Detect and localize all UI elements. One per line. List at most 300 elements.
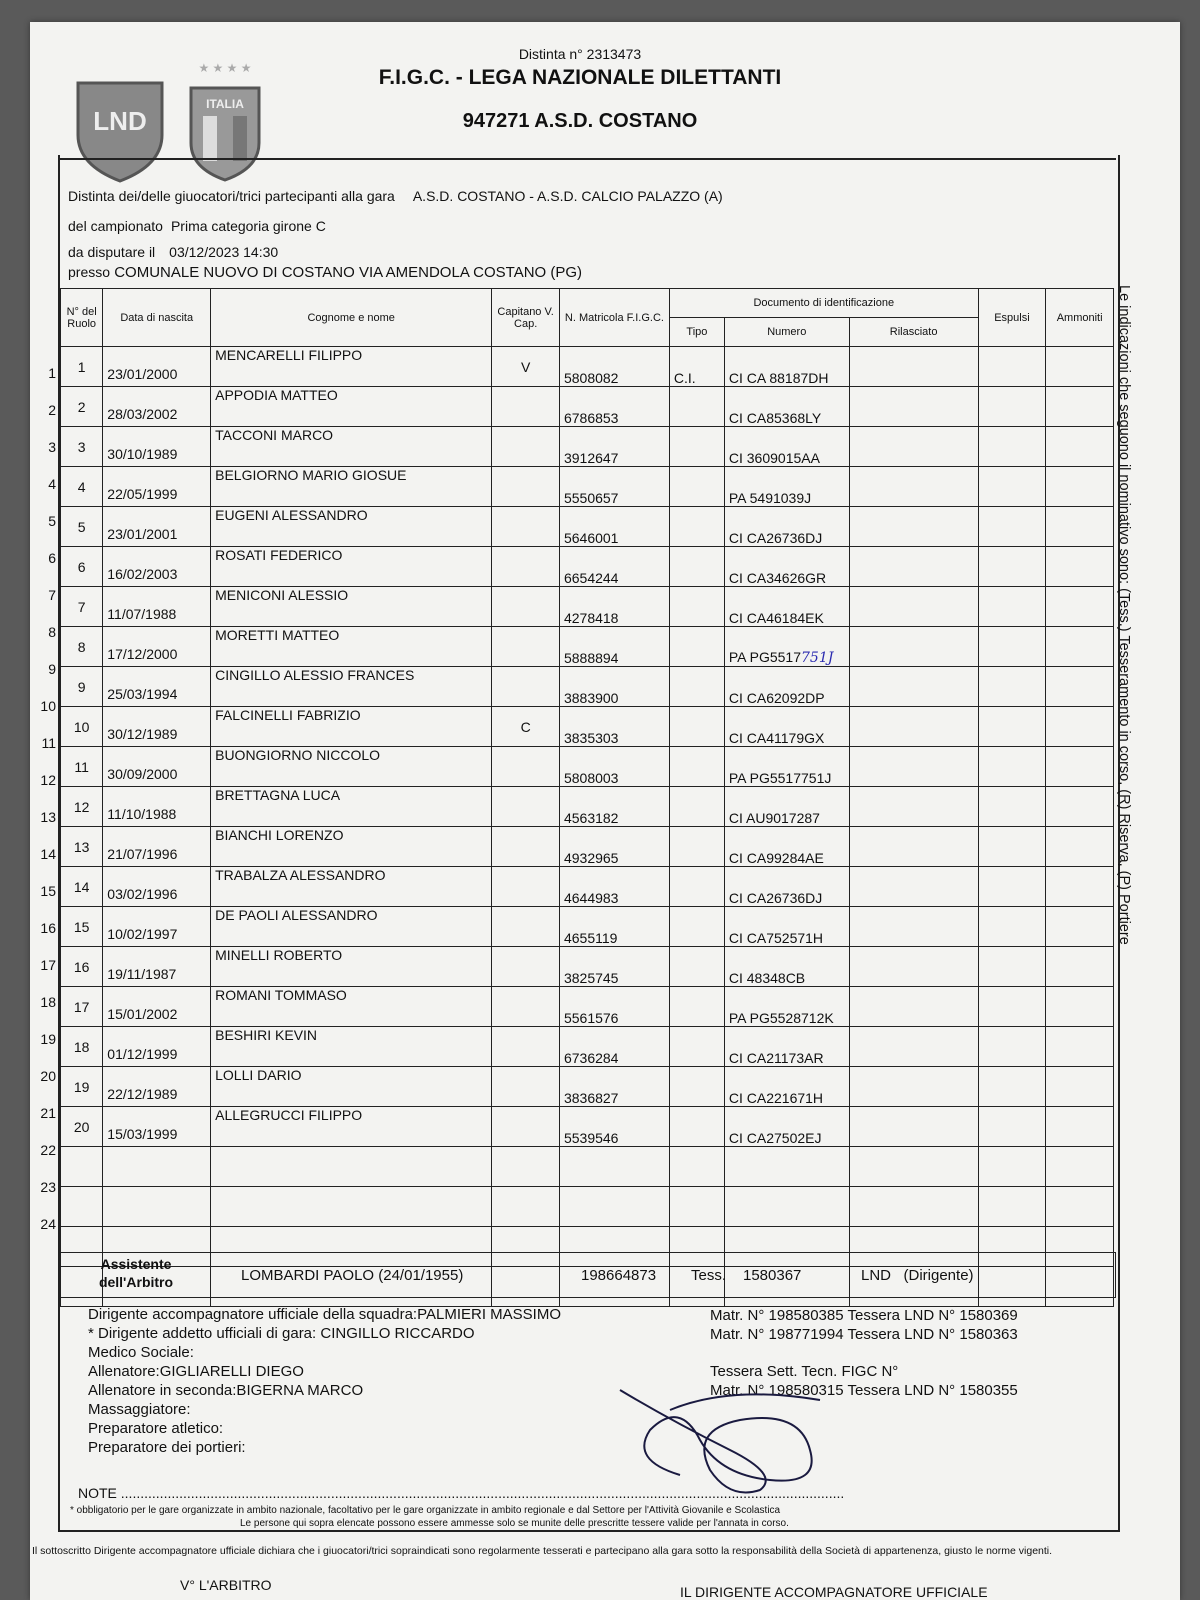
cell-name: MINELLI ROBERTO — [211, 947, 492, 987]
cell-mat: 3835303 — [559, 707, 669, 747]
cell-name: BUONGIORNO NICCOLO — [211, 747, 492, 787]
divider — [58, 158, 1116, 160]
col-birth: Data di nascita — [103, 289, 211, 347]
cell-birth: 28/03/2002 — [103, 387, 211, 427]
assistant-tess-label: Tess. — [691, 1267, 727, 1284]
referee-signature-label: V° L'ARBITRO — [180, 1577, 272, 1593]
cell-birth: 22/05/1999 — [103, 467, 211, 507]
row-number: 4 — [48, 476, 56, 492]
table-row — [61, 667, 1114, 707]
cell-rilasciato — [849, 1067, 978, 1107]
cell-ammoniti — [1046, 1187, 1114, 1227]
cell-rilasciato — [849, 747, 978, 787]
col-numero: Numero — [724, 318, 849, 347]
col-ruolo: N° del Ruolo — [61, 289, 103, 347]
cell-mat: 6786853 — [559, 387, 669, 427]
cell-doc: CI AU9017287 — [724, 787, 849, 827]
cell-espulsi — [978, 547, 1046, 587]
match-label: Distinta dei/delle giuocatori/trici partecipanti alla gara — [68, 188, 395, 204]
row-number: 17 — [40, 957, 56, 973]
cell-doc: PA 5491039J — [724, 467, 849, 507]
cell-espulsi — [978, 467, 1046, 507]
row-number: 15 — [40, 883, 56, 899]
cell-doc: CI CA26736DJ — [724, 507, 849, 547]
cell-tipo — [669, 627, 724, 667]
row-number: 1 — [48, 365, 56, 381]
row-number: 8 — [48, 624, 56, 640]
table-row — [61, 987, 1114, 1027]
cell-rilasciato — [849, 987, 978, 1027]
cell-cap — [492, 947, 560, 987]
cell-doc: CI CA41179GX — [724, 707, 849, 747]
cell-cap: V — [492, 347, 560, 387]
cell-ammoniti — [1046, 427, 1114, 467]
cell-ruolo: 14 — [61, 867, 103, 907]
cell-ammoniti — [1046, 667, 1114, 707]
declaration: Il sottoscritto Dirigente accompagnatore ufficiale dichiara che i giuocatori/trici sopraindicati sono regolarmente tesserati e partecipano alla gara sotto la responsabilità della Società di appartenenza, giusto le norme vigenti. — [32, 1545, 1053, 1557]
table-row — [61, 947, 1114, 987]
official-line: Preparatore atletico: — [88, 1420, 224, 1437]
cell-ruolo — [61, 1147, 103, 1187]
col-rilasciato: Rilasciato — [849, 318, 978, 347]
cell-ruolo: 11 — [61, 747, 103, 787]
cell-rilasciato — [849, 1027, 978, 1067]
cell-ruolo: 4 — [61, 467, 103, 507]
row-number: 10 — [40, 698, 56, 714]
cell-tipo — [669, 867, 724, 907]
cell-tipo — [669, 387, 724, 427]
cell-ammoniti — [1046, 827, 1114, 867]
cell-birth: 23/01/2000 — [103, 347, 211, 387]
registration-line: Matr. N° 198580315 Tessera LND N° 1580355 — [710, 1382, 1018, 1399]
table-row — [61, 787, 1114, 827]
row-number: 14 — [40, 846, 56, 862]
col-captain: Capitano V. Cap. — [492, 289, 560, 347]
official-line: Dirigente accompagnatore ufficiale della squadra:PALMIERI MASSIMO — [88, 1306, 562, 1323]
cell-name: ROMANI TOMMASO — [211, 987, 492, 1027]
row-number: 24 — [40, 1216, 56, 1232]
cell-rilasciato — [849, 587, 978, 627]
cell-mat: 4278418 — [559, 587, 669, 627]
col-document: Documento di identificazione — [669, 289, 978, 318]
cell-doc: CI CA99284AE — [724, 827, 849, 867]
cell-mat: 5808082 — [559, 347, 669, 387]
cell-doc: CI CA26736DJ — [724, 867, 849, 907]
team-officials — [88, 1305, 561, 1457]
championship-value: Prima categoria girone C — [170, 218, 326, 234]
assistant-matricola: 198664873 — [581, 1267, 657, 1284]
assistant-role: LND (Dirigente) — [861, 1267, 974, 1284]
row-number: 11 — [41, 735, 56, 751]
cell-birth: 30/09/2000 — [103, 747, 211, 787]
cell-mat: 5539546 — [559, 1107, 669, 1147]
row-number: 7 — [48, 587, 56, 603]
cell-doc: CI CA62092DP — [724, 667, 849, 707]
official-line: Medico Sociale: — [88, 1344, 194, 1361]
cell-espulsi — [978, 1147, 1046, 1187]
cell-cap — [492, 387, 560, 427]
cell-name: TRABALZA ALESSANDRO — [211, 867, 492, 907]
cell-cap — [492, 907, 560, 947]
cell-birth — [103, 1187, 211, 1227]
cell-ammoniti — [1046, 387, 1114, 427]
official-line: * Dirigente addetto ufficiali di gara: CINGILLO RICCARDO — [88, 1325, 475, 1342]
cell-doc: CI 3609015AA — [724, 427, 849, 467]
cell-mat: 3825745 — [559, 947, 669, 987]
cell-ruolo: 9 — [61, 667, 103, 707]
cell-ammoniti — [1046, 747, 1114, 787]
cell-cap — [492, 1187, 560, 1227]
cell-birth: 16/02/2003 — [103, 547, 211, 587]
table-row — [61, 1027, 1114, 1067]
italia-logo-text: ITALIA — [206, 97, 244, 111]
cell-name: BIANCHI LORENZO — [211, 827, 492, 867]
cell-mat: 3912647 — [559, 427, 669, 467]
cell-mat: 3883900 — [559, 667, 669, 707]
cell-birth: 30/12/1989 — [103, 707, 211, 747]
row-number: 18 — [40, 994, 56, 1010]
cell-espulsi — [978, 907, 1046, 947]
cell-birth — [103, 1147, 211, 1187]
cell-doc: PA PG5528712K — [724, 987, 849, 1027]
cell-tipo — [669, 1107, 724, 1147]
cell-espulsi — [978, 347, 1046, 387]
match-value: A.S.D. COSTANO - A.S.D. CALCIO PALAZZO (A) — [412, 188, 723, 204]
cell-espulsi — [978, 427, 1046, 467]
table-row — [61, 587, 1114, 627]
cell-cap — [492, 667, 560, 707]
cell-ruolo: 10 — [61, 707, 103, 747]
cell-birth: 15/03/1999 — [103, 1107, 211, 1147]
cell-espulsi — [978, 987, 1046, 1027]
cell-tipo — [669, 427, 724, 467]
assistant-label: Assistente dell'Arbitro — [98, 1256, 174, 1290]
cell-ruolo: 6 — [61, 547, 103, 587]
cell-ammoniti — [1046, 947, 1114, 987]
row-number: 2 — [48, 402, 56, 418]
cell-name: ALLEGRUCCI FILIPPO — [211, 1107, 492, 1147]
cell-ruolo: 1 — [61, 347, 103, 387]
table-row — [61, 627, 1114, 667]
cell-birth: 10/02/1997 — [103, 907, 211, 947]
cell-ammoniti — [1046, 547, 1114, 587]
cell-ruolo: 18 — [61, 1027, 103, 1067]
cell-tipo — [669, 987, 724, 1027]
cell-doc: CI CA21173AR — [724, 1027, 849, 1067]
cell-cap — [492, 627, 560, 667]
cell-rilasciato — [849, 507, 978, 547]
cell-cap — [492, 787, 560, 827]
cell-cap — [492, 427, 560, 467]
cell-name — [211, 1147, 492, 1187]
cell-name: BRETTAGNA LUCA — [211, 787, 492, 827]
cell-birth: 23/01/2001 — [103, 507, 211, 547]
cell-rilasciato — [849, 547, 978, 587]
championship-label: del campionato — [68, 218, 163, 234]
footnote: Le persone qui sopra elencate possono essere ammesse solo se munite delle prescritte tessere valide per l'annata in corso. — [240, 1518, 789, 1529]
cell-doc: CI 48348CB — [724, 947, 849, 987]
cell-birth: 21/07/1996 — [103, 827, 211, 867]
cell-ammoniti — [1046, 707, 1114, 747]
cell-doc: PA PG5517751J — [724, 747, 849, 787]
cell-cap — [492, 547, 560, 587]
row-number: 19 — [40, 1031, 56, 1047]
official-line: Allenatore:GIGLIARELLI DIEGO — [88, 1363, 304, 1380]
cell-ammoniti — [1046, 1107, 1114, 1147]
registration-line: Matr. N° 198580385 Tessera LND N° 1580369 — [710, 1307, 1018, 1324]
cell-name: TACCONI MARCO — [211, 427, 492, 467]
cell-cap — [492, 867, 560, 907]
cell-mat: 5561576 — [559, 987, 669, 1027]
cell-espulsi — [978, 707, 1046, 747]
championship-line — [68, 218, 326, 234]
cell-ruolo: 12 — [61, 787, 103, 827]
cell-doc: CI CA34626GR — [724, 547, 849, 587]
col-matricola: N. Matricola F.I.G.C. — [559, 289, 669, 347]
table-row — [61, 1187, 1114, 1227]
row-number: 12 — [40, 772, 56, 788]
cell-espulsi — [978, 1107, 1046, 1147]
cell-rilasciato — [849, 947, 978, 987]
cell-ammoniti — [1046, 987, 1114, 1027]
cell-ammoniti — [1046, 347, 1114, 387]
cell-rilasciato — [849, 1147, 978, 1187]
cell-cap — [492, 987, 560, 1027]
cell-rilasciato — [849, 867, 978, 907]
lnd-logo-text: LND — [93, 106, 147, 136]
cell-rilasciato — [849, 427, 978, 467]
cell-birth: 01/12/1999 — [103, 1027, 211, 1067]
registration-line: Matr. N° 198771994 Tessera LND N° 1580363 — [710, 1326, 1018, 1343]
cell-doc: PA PG5517751J — [724, 627, 849, 667]
table-row — [61, 827, 1114, 867]
cell-ammoniti — [1046, 867, 1114, 907]
cell-name: DE PAOLI ALESSANDRO — [211, 907, 492, 947]
venue-label: presso — [68, 264, 111, 280]
distinta-number: Distinta n° 2313473 — [518, 46, 642, 62]
cell-cap — [492, 747, 560, 787]
cell-ruolo: 7 — [61, 587, 103, 627]
cell-birth: 22/12/1989 — [103, 1067, 211, 1107]
cell-mat: 5808003 — [559, 747, 669, 787]
cell-name: FALCINELLI FABRIZIO — [211, 707, 492, 747]
official-line: Allenatore in seconda:BIGERNA MARCO — [88, 1382, 364, 1399]
cell-cap — [492, 587, 560, 627]
cell-doc: CI CA27502EJ — [724, 1107, 849, 1147]
cell-name: MORETTI MATTEO — [211, 627, 492, 667]
official-line: Massaggiatore: — [88, 1401, 191, 1418]
row-number: 13 — [40, 809, 56, 825]
cell-tipo — [669, 587, 724, 627]
cell-ammoniti — [1046, 787, 1114, 827]
cell-tipo — [669, 947, 724, 987]
table-row — [61, 427, 1114, 467]
table-row — [61, 1147, 1114, 1187]
cell-ammoniti — [1046, 1147, 1114, 1187]
table-row — [61, 347, 1114, 387]
cell-name: BELGIORNO MARIO GIOSUE — [211, 467, 492, 507]
cell-ammoniti — [1046, 907, 1114, 947]
cell-name — [211, 1187, 492, 1227]
cell-tipo — [669, 827, 724, 867]
cell-tipo — [669, 1147, 724, 1187]
cell-name: CINGILLO ALESSIO FRANCES — [211, 667, 492, 707]
side-legend: Le indicazioni che seguono il nominativo sono: (Tess.) Tesseramento in corso, (R) Riserva, (P) Portiere — [1116, 285, 1132, 945]
cell-espulsi — [978, 627, 1046, 667]
venue-line — [68, 264, 582, 281]
cell-espulsi — [978, 1187, 1046, 1227]
handwritten-signature — [610, 1380, 840, 1500]
footnote: * obbligatorio per le gare organizzate in ambito nazionale, facoltativo per le gare organizzate in ambito regionale e dal Settore per l'Attività Giovanile e Scolastica — [70, 1505, 781, 1516]
cell-tipo — [669, 787, 724, 827]
cell-tipo — [669, 707, 724, 747]
cell-tipo — [669, 1027, 724, 1067]
cell-doc: CI CA 88187DH — [724, 347, 849, 387]
cell-mat: 6654244 — [559, 547, 669, 587]
row-number: 9 — [48, 661, 56, 677]
player-table — [60, 288, 1114, 1307]
row-number: 6 — [48, 550, 56, 566]
cell-doc: CI CA221671H — [724, 1067, 849, 1107]
table-row — [61, 1107, 1114, 1147]
cell-ammoniti — [1046, 1027, 1114, 1067]
notes-field: NOTE .......................................................................................................................................................................................... — [78, 1485, 845, 1501]
cell-tipo — [669, 907, 724, 947]
cell-cap: C — [492, 707, 560, 747]
cell-espulsi — [978, 947, 1046, 987]
col-ammoniti: Ammoniti — [1046, 289, 1114, 347]
col-espulsi: Espulsi — [978, 289, 1046, 347]
cell-rilasciato — [849, 707, 978, 747]
cell-rilasciato — [849, 627, 978, 667]
cell-espulsi — [978, 787, 1046, 827]
cell-name: BESHIRI KEVIN — [211, 1027, 492, 1067]
cell-tipo — [669, 1187, 724, 1227]
cell-ruolo: 16 — [61, 947, 103, 987]
cell-ruolo: 15 — [61, 907, 103, 947]
table-row — [61, 907, 1114, 947]
cell-tipo — [669, 547, 724, 587]
row-number: 20 — [40, 1068, 56, 1084]
cell-ruolo: 5 — [61, 507, 103, 547]
cell-birth: 03/02/1996 — [103, 867, 211, 907]
cell-doc: CI CA46184EK — [724, 587, 849, 627]
cell-espulsi — [978, 387, 1046, 427]
cell-espulsi — [978, 747, 1046, 787]
row-number: 21 — [40, 1105, 56, 1121]
cell-cap — [492, 1067, 560, 1107]
cell-tipo — [669, 667, 724, 707]
assistant-name: LOMBARDI PAOLO (24/01/1955) — [241, 1267, 464, 1284]
cell-tipo — [669, 1067, 724, 1107]
cell-name: MENICONI ALESSIO — [211, 587, 492, 627]
cell-mat — [559, 1147, 669, 1187]
cell-birth: 30/10/1989 — [103, 427, 211, 467]
cell-ruolo: 2 — [61, 387, 103, 427]
date-label: da disputare il — [68, 244, 156, 260]
svg-text:★ ★ ★ ★: ★ ★ ★ ★ — [198, 61, 252, 75]
cell-mat: 4932965 — [559, 827, 669, 867]
cell-ruolo — [61, 1187, 103, 1227]
cell-tipo: C.I. — [669, 347, 724, 387]
cell-mat: 5888894 — [559, 627, 669, 667]
table-row — [61, 1067, 1114, 1107]
cell-mat: 6736284 — [559, 1027, 669, 1067]
cell-cap — [492, 507, 560, 547]
cell-ammoniti — [1046, 1067, 1114, 1107]
cell-cap — [492, 1107, 560, 1147]
official-line: Preparatore dei portieri: — [88, 1439, 246, 1456]
cell-mat: 4644983 — [559, 867, 669, 907]
cell-mat: 4655119 — [559, 907, 669, 947]
cell-doc: CI CA752571H — [724, 907, 849, 947]
cell-name: APPODIA MATTEO — [211, 387, 492, 427]
cell-tipo — [669, 467, 724, 507]
table-row — [61, 507, 1114, 547]
cell-ruolo: 3 — [61, 427, 103, 467]
cell-tipo — [669, 747, 724, 787]
cell-mat: 3836827 — [559, 1067, 669, 1107]
cell-birth: 15/01/2002 — [103, 987, 211, 1027]
table-row — [61, 547, 1114, 587]
cell-rilasciato — [849, 1187, 978, 1227]
cell-rilasciato — [849, 1107, 978, 1147]
table-row — [61, 707, 1114, 747]
cell-rilasciato — [849, 827, 978, 867]
cell-ruolo: 8 — [61, 627, 103, 667]
row-numbers — [30, 355, 56, 1243]
registration-line: Tessera Sett. Tecn. FIGC N° — [710, 1363, 899, 1380]
cell-name: MENCARELLI FILIPPO — [211, 347, 492, 387]
cell-cap — [492, 467, 560, 507]
table-row — [61, 747, 1114, 787]
cell-mat: 4563182 — [559, 787, 669, 827]
cell-espulsi — [978, 507, 1046, 547]
table-row — [61, 387, 1114, 427]
cell-espulsi — [978, 1067, 1046, 1107]
cell-birth: 11/07/1988 — [103, 587, 211, 627]
cell-ruolo: 17 — [61, 987, 103, 1027]
cell-ammoniti — [1046, 587, 1114, 627]
cell-cap — [492, 1147, 560, 1187]
row-number: 16 — [40, 920, 56, 936]
cell-rilasciato — [849, 667, 978, 707]
cell-rilasciato — [849, 787, 978, 827]
cell-doc — [724, 1187, 849, 1227]
cell-rilasciato — [849, 387, 978, 427]
match-line — [68, 188, 723, 204]
federation-title: F.I.G.C. - LEGA NAZIONALE DILETTANTI — [378, 66, 782, 89]
table-row — [61, 867, 1114, 907]
cell-ammoniti — [1046, 467, 1114, 507]
col-tipo: Tipo — [669, 318, 724, 347]
assistant-row — [60, 1252, 1116, 1298]
cell-ruolo: 19 — [61, 1067, 103, 1107]
cell-mat — [559, 1187, 669, 1227]
cell-doc: CI CA85368LY — [724, 387, 849, 427]
cell-rilasciato — [849, 467, 978, 507]
cell-birth: 25/03/1994 — [103, 667, 211, 707]
date-line — [68, 244, 278, 260]
col-name: Cognome e nome — [211, 289, 492, 347]
cell-mat: 5550657 — [559, 467, 669, 507]
cell-cap — [492, 827, 560, 867]
row-number: 5 — [48, 513, 56, 529]
cell-birth: 19/11/1987 — [103, 947, 211, 987]
row-number: 23 — [40, 1179, 56, 1195]
cell-rilasciato — [849, 347, 978, 387]
cell-espulsi — [978, 827, 1046, 867]
